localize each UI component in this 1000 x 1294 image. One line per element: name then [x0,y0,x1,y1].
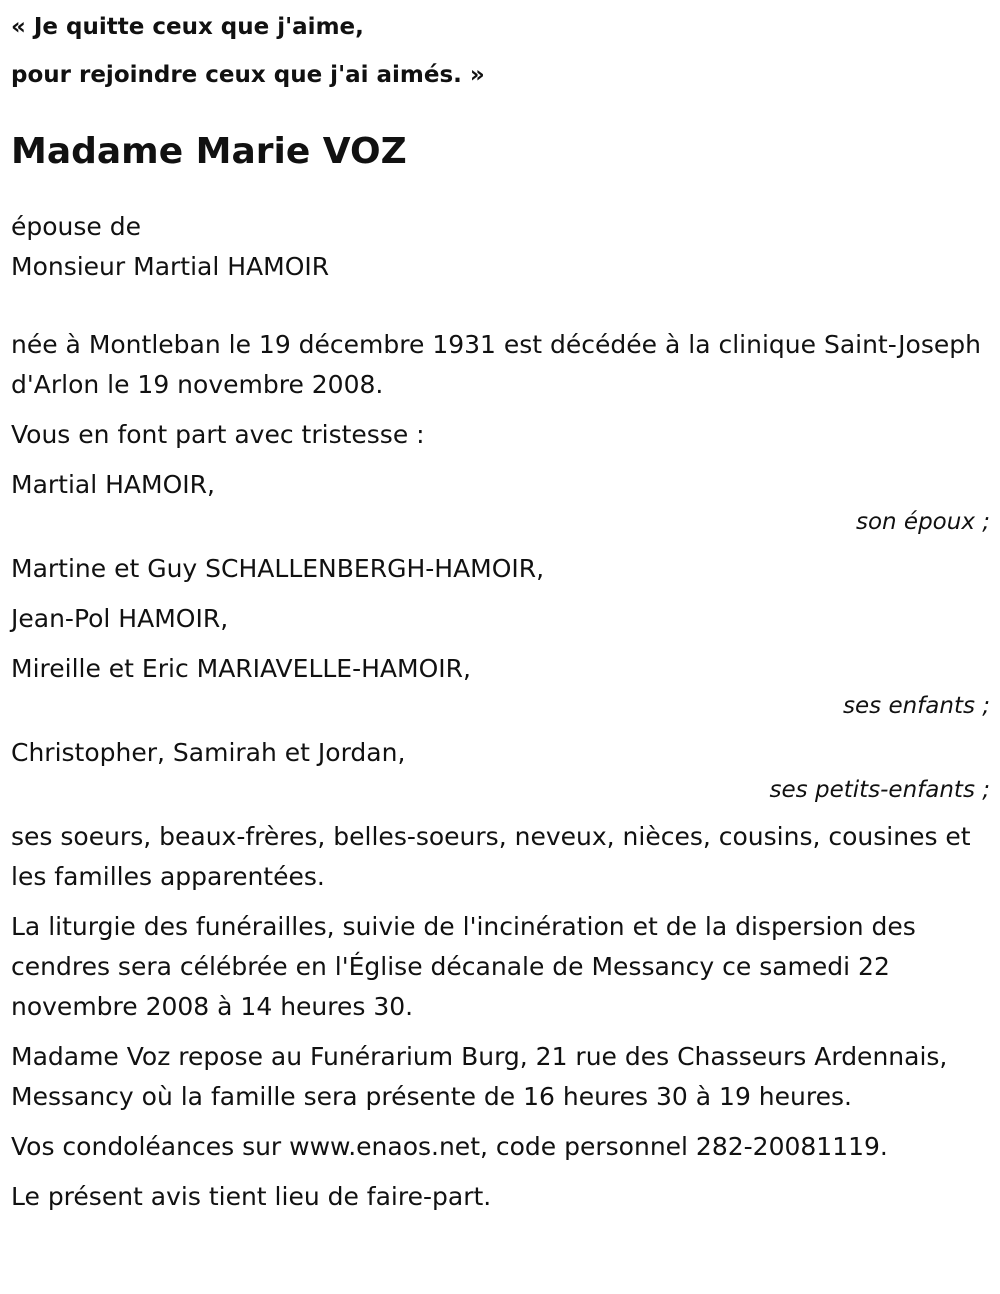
family-member: Martine et Guy SCHALLENBERGH-HAMOIR, [11,554,545,583]
family-member: Martial HAMOIR, [11,470,215,499]
family-member: Jean-Pol HAMOIR, [11,604,229,633]
family-member: Christopher, Samirah et Jordan, [11,738,406,767]
role-label-spouse: son époux ; [855,509,990,535]
quote-line-1: « Je quitte ceux que j'aime, [11,14,364,40]
closing-text: Le présent avis tient lieu de faire-part. [11,1182,492,1211]
extended-family-text: ses soeurs, beaux-frères, belles-soeurs, neveux, nièces, cousins, cousines et les familles apparentées. [11,822,971,891]
spouse-name: Monsieur Martial HAMOIR [11,252,330,281]
spouse-label: épouse de [11,212,141,241]
spouse-block [11,207,990,287]
condolences-text: Vos condoléances sur www.enaos.net, code personnel 282-20081119. [11,1132,888,1161]
birth-death-text: née à Montleban le 19 décembre 1931 est décédée à la clinique Saint-Joseph d'Arlon le 19 novembre 2008. [11,330,981,399]
role-label-grandchildren: ses petits-enfants ; [769,777,990,803]
funeral-details: La liturgie des funérailles, suivie de l'incinération et de la dispersion des cendres sera célébrée en l'Église décanale de Messancy ce samedi 22 novembre 2008 à 14 heures 30. [11,912,916,1021]
quote-line-2: pour rejoindre ceux que j'ai aimés. » [11,62,485,88]
role-label-children: ses enfants ; [843,693,990,719]
deceased-name: Madame Marie VOZ [11,131,407,172]
family-member: Mireille et Eric MARIAVELLE-HAMOIR, [11,654,471,683]
announcement-intro: Vous en font part avec tristesse : [11,420,425,449]
repose-details: Madame Voz repose au Funérarium Burg, 21 rue des Chasseurs Ardennais, Messancy où la famille sera présente de 16 heures 30 à 19 heures. [11,1042,948,1111]
epigraph-quote [11,0,990,99]
